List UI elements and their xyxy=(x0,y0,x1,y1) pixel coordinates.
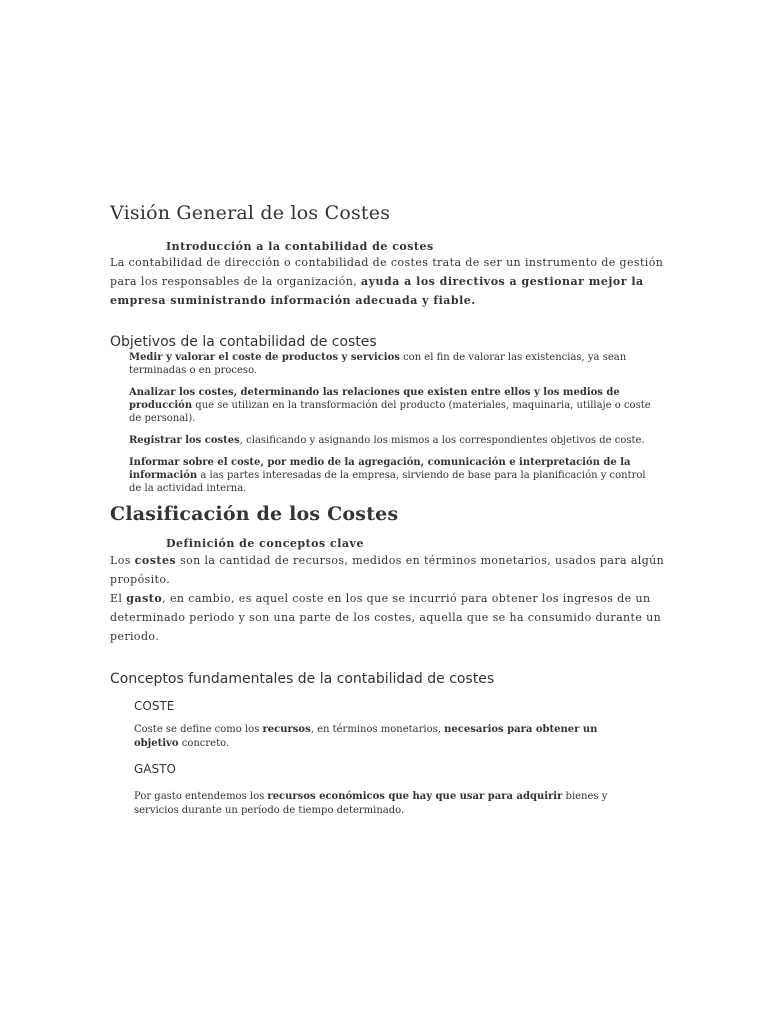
text-span: bienes y servicios durante un período de tiempo determinado. xyxy=(134,791,608,816)
gasto-definition xyxy=(110,790,624,818)
text-span: Los xyxy=(110,554,135,567)
text-span: , en cambio, es aquel coste en los que se incurrió para obtener los ingresos de un determinado periodo y son una parte de los costes, aquella que se ha consumido durante un periodo. xyxy=(110,592,662,643)
objective-text: a las partes interesadas de la empresa, sirviendo de base para la planificación y control de la actividad interna. xyxy=(129,470,646,494)
text-span: concreto. xyxy=(178,738,230,749)
objective-bold: Registrar los costes xyxy=(129,435,240,446)
subtitle-introduccion: Introducción a la contabilidad de costes xyxy=(166,240,434,253)
objective-item xyxy=(110,351,659,377)
text-span: Coste se define como los xyxy=(134,724,263,735)
section-title-clasificacion: Clasificación de los Costes xyxy=(110,503,399,525)
concepts-heading: Conceptos fundamentales de la contabilidad de costes xyxy=(110,671,495,687)
objective-item xyxy=(110,434,659,447)
bold-recursos: recursos xyxy=(262,724,311,735)
bold-recursos-economicos: recursos económicos que hay que usar para adquirir xyxy=(267,791,563,802)
section-title-vision-general: Visión General de los Costes xyxy=(110,202,391,224)
objectives-heading: Objetivos de la contabilidad de costes xyxy=(110,334,377,350)
text-span: El xyxy=(110,592,127,605)
bold-necesarios: necesarios para obtener un objetivo xyxy=(134,724,598,749)
text-span: , en términos monetarios, xyxy=(310,724,445,735)
objective-item xyxy=(110,386,659,425)
gasto-paragraph xyxy=(110,589,670,646)
objective-bold: Informar sobre el coste, por medio de la agregación, comunicación e interpretación de la información xyxy=(129,457,631,481)
intro-bold-text: ayuda a los directivos a gestionar mejor la empresa suministrando información adecuada y fiable. xyxy=(110,275,644,307)
objective-text: , clasificando y asignando los mismos a los correspondientes objetivos de coste. xyxy=(239,435,645,446)
document-page xyxy=(110,200,670,818)
text-span: Por gasto entendemos los xyxy=(134,791,268,802)
intro-paragraph xyxy=(110,253,670,310)
subtitle-definicion: Definición de conceptos clave xyxy=(166,537,364,550)
objective-text: con el fin de valorar las existencias, ya sean terminadas o en proceso. xyxy=(129,352,627,376)
objective-text: que se utilizan en la transformación del producto (materiales, maquinaria, utillaje o coste de personal). xyxy=(129,400,651,424)
bold-gasto: gasto xyxy=(126,592,163,605)
gasto-label: GASTO xyxy=(134,762,176,776)
costes-paragraph xyxy=(110,551,670,589)
objective-item xyxy=(110,456,659,495)
coste-label: COSTE xyxy=(134,699,175,713)
objective-bold: Medir y valorar el coste de productos y servicios xyxy=(129,352,400,363)
intro-text: La contabilidad de dirección o contabilidad de costes trata de ser un instrumento de gestión para los responsables de la organización, xyxy=(110,256,664,288)
coste-definition xyxy=(110,723,624,751)
objective-bold: Analizar los costes, determinando las relaciones que existen entre ellos y los medios de producción xyxy=(129,387,620,411)
text-span: son la cantidad de recursos, medidos en términos monetarios, usados para algún propósito. xyxy=(110,554,665,586)
bold-costes: costes xyxy=(134,554,177,567)
